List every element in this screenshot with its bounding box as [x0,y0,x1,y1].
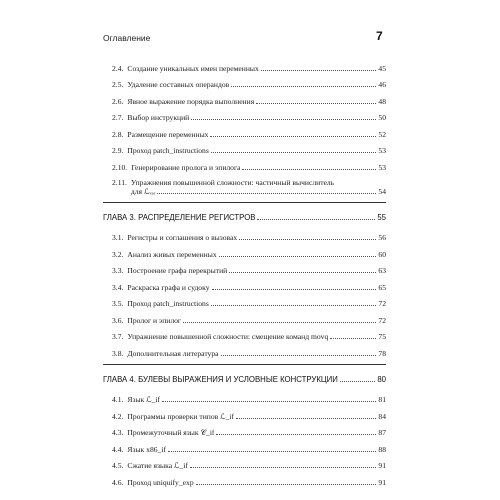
toc-entry-page: 84 [378,411,386,421]
toc-entry-number: 2.10. [112,162,128,172]
toc-entry[interactable] [103,292,386,309]
toc-entry-number: 2.11. [112,177,127,187]
toc-entry-title: Размещение переменных [127,129,209,139]
toc-entry-page: 52 [378,129,386,139]
toc-entry-number: 2.8. [112,129,124,139]
toc-entry-number: 3.8. [112,348,124,358]
toc-entry[interactable] [103,106,386,123]
toc-entry-page: 65 [378,282,386,292]
toc-entry-page: 50 [378,113,386,122]
toc-entry-title: Дополнительная литература [127,348,219,358]
toc-entry-title: Построение графа перекрытий [127,266,228,275]
chapter-heading[interactable] [103,364,386,384]
dot-leader [211,152,377,153]
toc-entry[interactable] [103,325,386,342]
dot-leader [229,272,376,273]
toc-entry-number: 4.5. [112,461,124,470]
toc-entry[interactable] [103,56,386,73]
toc-entry-multiline[interactable] [103,172,386,196]
dot-leader [216,434,376,435]
dot-leader [231,86,376,87]
toc-entry-title-line2-row [131,187,386,196]
toc-entry-page: 87 [378,428,386,437]
chapter-page: 55 [377,212,386,222]
toc-entry-title: Язык x86_if [127,444,166,454]
toc-entry-page: 88 [378,444,386,454]
chapter-heading[interactable] [103,202,386,222]
toc-entry-number: 4.2. [112,411,124,421]
toc-entry[interactable] [103,437,386,454]
toc-entry-number: 4.4. [112,444,124,454]
toc-entry-page: 91 [378,477,386,487]
toc-entry-page: 45 [378,63,386,73]
chapter-page: 80 [377,374,386,384]
toc-entry-page: 78 [378,348,386,358]
toc-entry-title-line1: Упражнения повышенной сложности: частичный вычислитель [130,177,335,187]
toc-entry-number: 2.6. [112,96,124,106]
toc-entry[interactable] [103,122,386,139]
toc-entry-page: 81 [378,395,386,404]
dot-leader [256,103,376,104]
toc-entry-number: 2.5. [112,80,124,89]
toc-entry-page: 60 [378,249,386,259]
toc-entry[interactable] [103,155,386,172]
toc-entry[interactable] [103,470,386,487]
toc-entry[interactable] [103,89,386,106]
toc-entry-page: 54 [378,186,386,196]
toc-entry-title: Удаление составных операндов [127,80,230,89]
dot-leader [219,256,377,257]
toc-entry-page: 53 [378,162,386,172]
dot-leader [183,322,376,323]
dot-leader [162,401,376,402]
toc-entry-page: 56 [378,233,386,242]
toc-entry-title: Регистры и соглашения о вызовах [127,233,238,242]
dot-leader [257,219,375,220]
toc-entry[interactable] [103,226,386,243]
toc-entry-page: 48 [378,96,386,106]
toc-entry-number: 2.7. [112,113,124,122]
toc-entry-page: 46 [378,80,386,89]
dot-leader [261,70,377,71]
dot-leader [168,451,376,452]
table-of-contents [103,56,386,487]
toc-entry-page: 72 [378,315,386,325]
dot-leader [211,305,377,306]
chapter-title: ГЛАВА 3. РАСПРЕДЕЛЕНИЕ РЕГИСТРОВ [103,212,256,222]
dot-leader [330,338,376,339]
toc-entry-page: 72 [378,299,386,308]
toc-entry-number: 3.6. [112,315,124,325]
toc-entry[interactable] [103,404,386,421]
toc-entry[interactable] [103,242,386,259]
running-title: Оглавление [103,33,151,43]
toc-entry-page: 75 [378,332,386,341]
toc-entry-title: Явное выражение порядка выполнения [127,96,255,106]
toc-entry-title: Сжатие языка ℒ_if [127,461,188,470]
toc-entry-title: Пролог и эпилог [127,315,182,325]
toc-entry-number: 3.5. [112,299,124,308]
toc-entry-number: 3.2. [112,249,124,259]
dot-leader [212,289,377,290]
toc-entry-title: Создание уникальных имен переменных [127,63,259,73]
toc-entry-title-block [127,178,386,196]
toc-entry-number: 4.6. [112,477,124,487]
toc-entry-page: 53 [378,146,386,155]
toc-entry[interactable] [103,259,386,276]
page-number: 7 [376,29,383,43]
toc-entry[interactable] [103,308,386,325]
dot-leader [196,484,377,485]
toc-entry-page: 63 [378,266,386,275]
dot-leader [242,169,376,170]
toc-entry[interactable] [103,388,386,405]
toc-entry-title: Выбор инструкций [127,113,190,122]
toc-entry-title-line2: для ℒᵥₐᵣ [130,186,156,196]
toc-entry-title: Программы проверки типов ℒ_if [127,411,235,421]
chapter-title: ГЛАВА 4. БУЛЕВЫ ВЫРАЖЕНИЯ И УСЛОВНЫЕ КОНСТРУКЦИИ [103,374,338,384]
toc-entry[interactable] [103,73,386,90]
toc-entry[interactable] [103,275,386,292]
toc-entry-title: Язык ℒ_if [127,395,161,404]
toc-entry-title: Проход uniquify_exp [127,477,194,487]
toc-entry-page: 91 [378,461,386,470]
toc-entry-title: Проход patch_instructions [127,299,209,308]
toc-entry-number: 2.4. [112,63,124,73]
toc-entry-title: Промежуточный язык 𝒞_if [127,428,215,437]
toc-entry-title: Анализ живых переменных [127,249,217,259]
toc-entry-title: Проход patch_instructions [127,146,209,155]
toc-entry-title: Генерирование пролога и эпилога [131,162,241,172]
dot-leader [340,381,375,382]
dot-leader [157,193,376,194]
toc-entry-title: Упражнение повышенной сложности: смещение команд movq [127,332,329,341]
dot-leader [191,119,376,120]
dot-leader [190,467,377,468]
toc-entry-number: 3.1. [112,233,124,242]
toc-entry-number: 2.9. [112,146,124,155]
toc-entry-number: 3.4. [112,282,124,292]
toc-entry[interactable] [103,454,386,471]
dot-leader [239,239,376,240]
toc-entry[interactable] [103,421,386,438]
dot-leader [210,136,376,137]
toc-entry-number: 4.3. [112,428,124,437]
toc-entry[interactable] [103,341,386,358]
dot-leader [236,418,376,419]
toc-entry-title: Раскраска графа и судоку [127,282,210,292]
toc-entry[interactable] [103,139,386,156]
toc-entry-number: 3.3. [112,266,124,275]
toc-entry-number: 3.7. [112,332,124,341]
toc-entry-number: 4.1. [112,395,124,404]
dot-leader [221,355,377,356]
